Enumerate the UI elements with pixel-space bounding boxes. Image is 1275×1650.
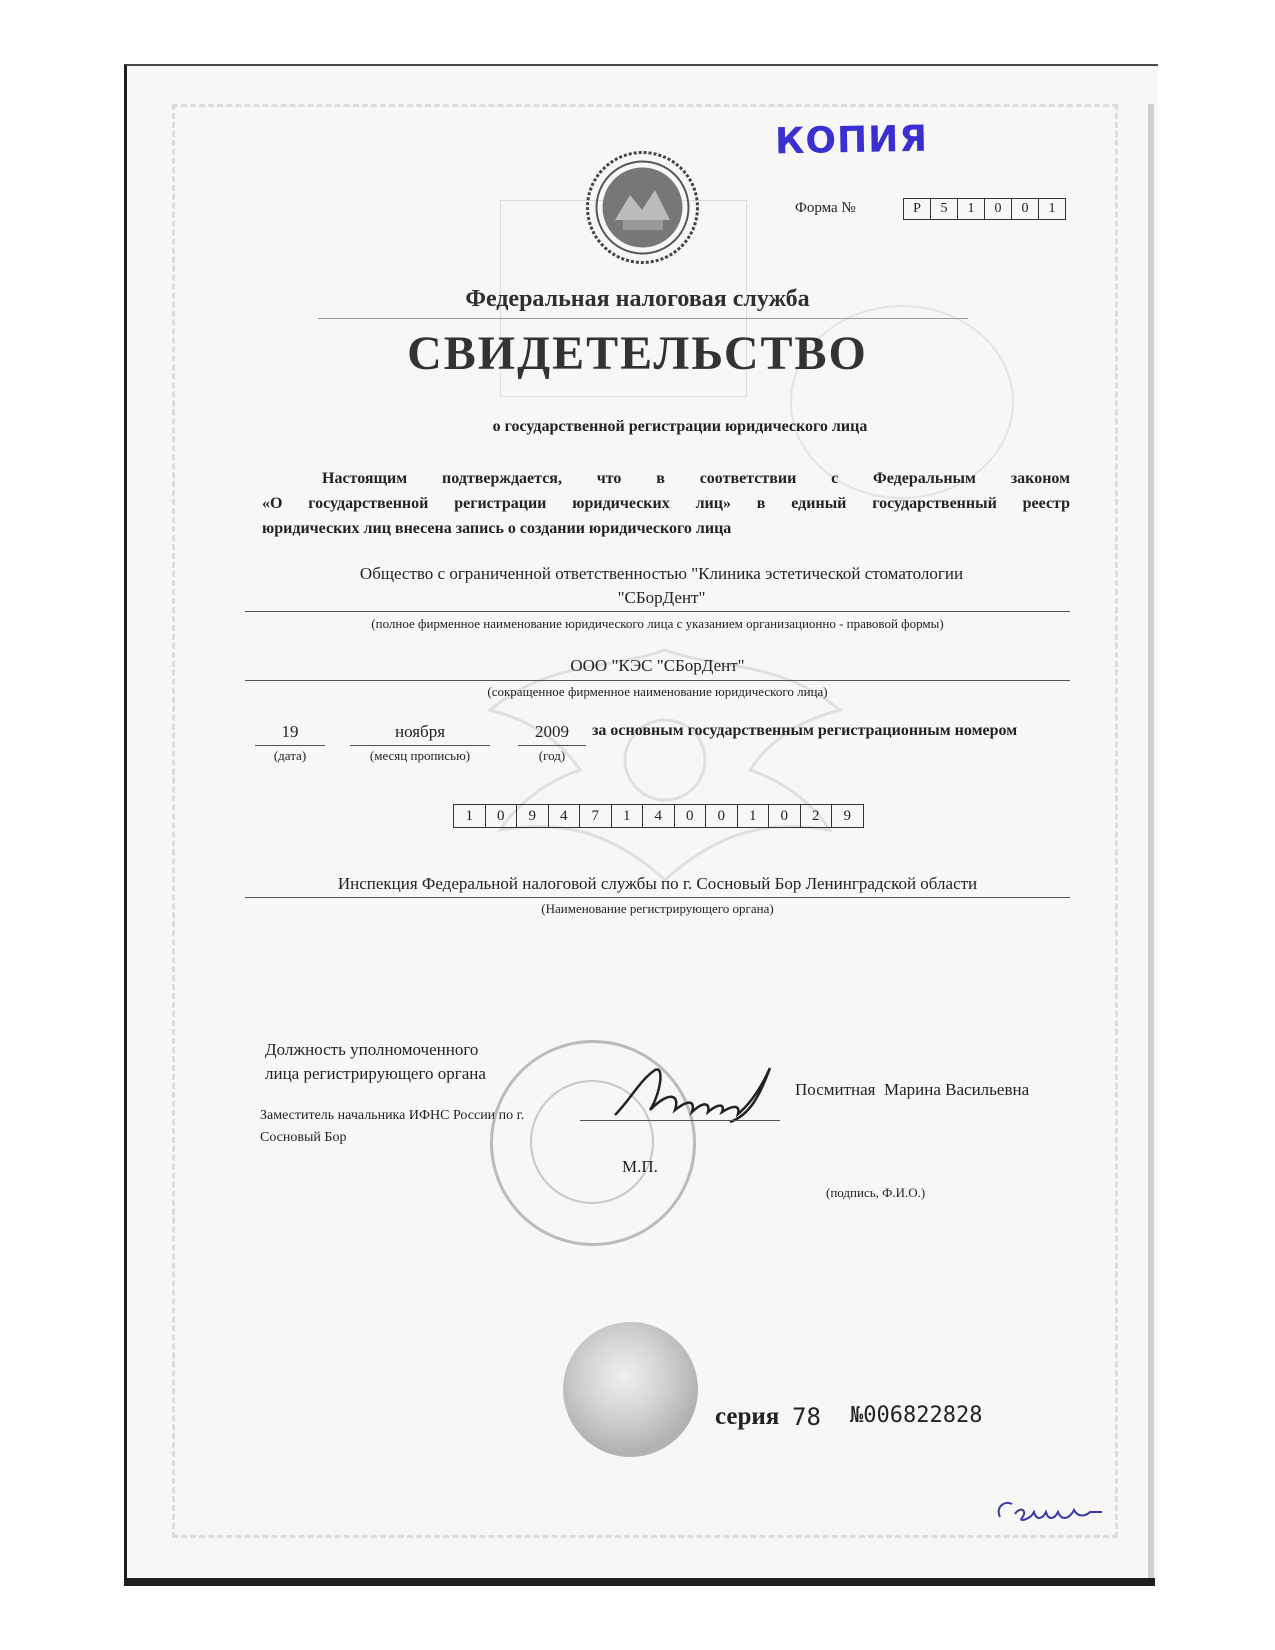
service-title: Федеральная налоговая служба xyxy=(465,286,810,312)
org-full-caption: (полное фирменное наименование юридического лица с указанием организационно - правовой формы) xyxy=(371,616,944,631)
signatory-position-line-1: Заместитель начальника ИФНС России по г. xyxy=(260,1108,525,1123)
ogrn-digit: 4 xyxy=(549,805,581,827)
hologram-icon xyxy=(563,1322,698,1457)
seal-place-label: М.П. xyxy=(622,1157,658,1176)
ogrn-digit: 9 xyxy=(517,805,549,827)
ogrn-digit: 0 xyxy=(706,805,738,827)
reg-month: ноября xyxy=(394,722,446,741)
ogrn-digit: 0 xyxy=(486,805,518,827)
authority-name: Инспекция Федеральной налоговой службы по г. Сосновый Бор Ленинградской области xyxy=(337,874,978,893)
form-code-digit: 5 xyxy=(931,199,958,219)
org-full-underline xyxy=(245,611,1070,612)
ogrn-digit: 0 xyxy=(769,805,801,827)
reg-year-caption: (год) xyxy=(538,748,566,763)
reg-year-underline xyxy=(518,745,586,746)
position-label xyxy=(265,1038,486,1086)
series-label: серия xyxy=(715,1403,780,1430)
ogrn-digit: 1 xyxy=(454,805,486,827)
signatory-name: Посмитная Марина Васильевна xyxy=(795,1080,1030,1099)
ogrn-label: за основным государственным регистрационным номером xyxy=(592,722,1018,739)
ogrn-digit: 2 xyxy=(801,805,833,827)
authority-caption: (Наименование регистрирующего органа) xyxy=(541,901,774,916)
title-divider xyxy=(318,318,968,319)
ogrn-boxes xyxy=(453,804,864,828)
body-line-2: «О государственной регистрации юридических лиц» в единый государственный реестр xyxy=(262,495,1070,512)
body-paragraph xyxy=(262,466,1070,541)
form-code-digit: 0 xyxy=(985,199,1012,219)
reg-day-underline xyxy=(255,745,325,746)
series-value: 78 xyxy=(792,1403,821,1431)
reg-day-caption: (дата) xyxy=(273,748,307,763)
position-label-line-1: Должность уполномоченного xyxy=(265,1040,479,1059)
ogrn-digit: 7 xyxy=(580,805,612,827)
org-short-caption: (сокращенное фирменное наименование юридического лица) xyxy=(487,684,828,699)
reg-month-underline xyxy=(350,745,490,746)
body-line-3: юридических лиц внесена запись о создании юридического лица xyxy=(262,520,732,537)
reg-year: 2009 xyxy=(535,722,569,741)
ogrn-digit: 9 xyxy=(843,808,851,824)
sheet-shadow xyxy=(124,1578,1155,1586)
org-short-name: ООО "КЭС "СБорДент" xyxy=(570,656,745,675)
form-code-digit: 1 xyxy=(958,199,985,219)
org-full-name xyxy=(253,562,1070,610)
emblem-icon xyxy=(585,150,700,265)
org-full-name-line-1: Общество с ограниченной ответственностью "Клиника эстетической стоматологии xyxy=(359,564,964,583)
document-subtitle: о государственной регистрации юридического лица xyxy=(492,418,868,435)
form-code-digit: Р xyxy=(904,199,931,219)
signature-line xyxy=(580,1120,780,1121)
signatory-position xyxy=(260,1105,524,1149)
form-code-boxes xyxy=(903,198,1066,220)
ogrn-digit: 1 xyxy=(738,805,770,827)
org-short-underline xyxy=(245,680,1070,681)
handwritten-mark-icon xyxy=(990,1492,1110,1532)
form-number-label: Форма № xyxy=(795,200,856,216)
ogrn-digit: 4 xyxy=(643,805,675,827)
form-code-digit: 0 xyxy=(1012,199,1039,219)
document-title: СВИДЕТЕЛЬСТВО xyxy=(407,327,868,380)
ogrn-digit: 1 xyxy=(612,805,644,827)
position-label-line-2: лица регистрирующего органа xyxy=(265,1064,486,1083)
body-line-1: Настоящим подтверждается, что в соответствии с Федеральным законом xyxy=(322,470,1070,487)
reg-day: 19 xyxy=(281,722,299,741)
signature-caption: (подпись, Ф.И.О.) xyxy=(826,1185,926,1200)
reg-month-caption: (месяц прописью) xyxy=(369,748,471,763)
org-full-name-line-2: "СБорДент" xyxy=(617,588,706,607)
copy-stamp: КОПИЯ xyxy=(774,118,929,163)
ogrn-digit: 0 xyxy=(675,805,707,827)
signatory-position-line-2: Сосновый Бор xyxy=(260,1130,347,1145)
authority-underline xyxy=(245,897,1070,898)
series-number: №006822828 xyxy=(850,1403,983,1428)
form-code-digit: 1 xyxy=(1048,201,1056,216)
